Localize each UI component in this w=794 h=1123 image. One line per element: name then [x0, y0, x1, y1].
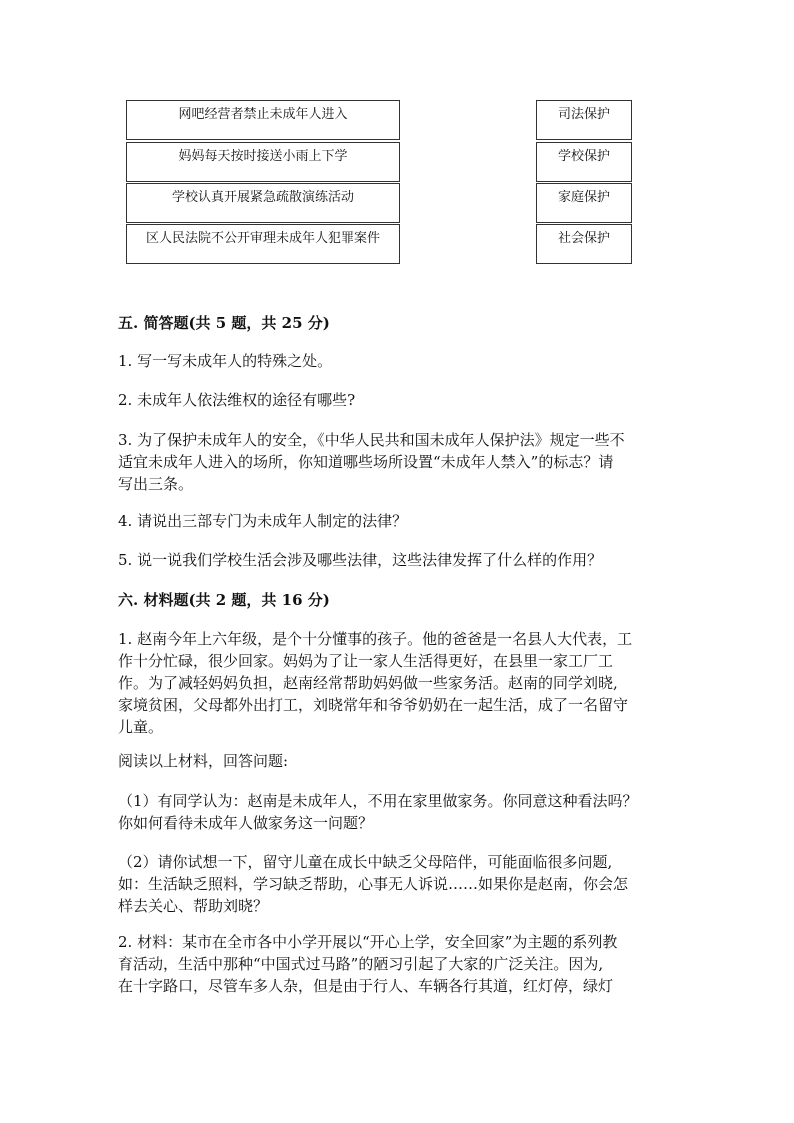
section6-material-1-line-3: 作。为了减轻妈妈负担，赵南经常帮助妈妈做一些家务活。赵南的同学刘晓, [118, 674, 618, 692]
section6-sub-question-2-line-3: 样去关心、帮助刘晓？ [118, 897, 269, 915]
section6-sub-question-1 [118, 790, 678, 834]
match-right-item-1: 司法保护 [536, 100, 632, 140]
section5-question-5: 5. 说一说我们学校生活会涉及哪些法律，这些法律发挥了什么样的作用？ [118, 551, 603, 569]
section6-material-1-line-2: 作十分忙碌，很少回家。妈妈为了让一家人生活得更好，在县里一家工厂工 [118, 652, 614, 670]
match-left-item-4: 区人民法院不公开审理未成年人犯罪案件 [126, 224, 400, 264]
section6-material-2 [118, 931, 678, 997]
section6-material-1-line-1: 1. 赵南今年上六年级，是个十分懂事的孩子。他的爸爸是一名县人大代表，工 [118, 630, 633, 648]
section6-sub-question-1-line-2: 你如何看待未成年人做家务这一问题？ [118, 814, 374, 832]
match-left-item-1: 网吧经营者禁止未成年人进入 [126, 100, 400, 140]
match-right-item-3: 家庭保护 [536, 183, 632, 223]
section6-material-2-line-2: 育活动，生活中那种“中国式过马路”的陋习引起了大家的广泛关注。因为, [118, 955, 604, 973]
section6-material-1-line-5: 儿童。 [118, 718, 164, 736]
section6-title: 六. 材料题(共 2 题，共 16 分) [118, 591, 330, 609]
section6-material-1-line-4: 家境贫困，父母都外出打工，刘晓常年和爷爷奶奶在一起生活，成了一名留守 [118, 696, 629, 714]
section6-sub-question-2-line-2: 如：生活缺乏照料，学习缺乏帮助，心事无人诉说……如果你是赵南，你会怎 [118, 875, 629, 893]
match-left-item-2: 妈妈每天按时接送小雨上下学 [126, 142, 400, 182]
section6-material-1 [118, 628, 678, 738]
section5-question-3-line-1: 3. 为了保护未成年人的安全，《中华人民共和国未成年人保护法》规定一些不 [118, 431, 625, 449]
match-right-item-2: 学校保护 [536, 142, 632, 182]
section5-question-4: 4. 请说出三部专门为未成年人制定的法律？ [118, 512, 408, 530]
section5-title: 五. 简答题(共 5 题，共 25 分) [118, 314, 330, 332]
section6-sub-question-2 [118, 851, 678, 917]
section5-question-3-line-2: 适宜未成年人进入的场所，你知道哪些场所设置“未成年人禁入”的标志？请 [118, 453, 614, 471]
section5-question-3 [118, 429, 678, 495]
match-left-item-3: 学校认真开展紧急疏散演练活动 [126, 183, 400, 223]
section5-question-2: 2. 未成年人依法维权的途径有哪些? [118, 391, 356, 409]
section6-sub-question-1-line-1: （1）有同学认为：赵南是未成年人，不用在家里做家务。你同意这种看法吗？ [118, 792, 638, 810]
match-right-item-4: 社会保护 [536, 224, 632, 264]
section5-question-1: 1. 写一写未成年人的特殊之处。 [118, 352, 333, 370]
section6-sub-question-2-line-1: （2）请你试想一下，留守儿童在成长中缺乏父母陪伴，可能面临很多问题, [118, 853, 613, 871]
section6-read-prompt: 阅读以上材料，回答问题: [118, 752, 289, 770]
section5-question-3-line-3: 写出三条。 [118, 475, 194, 493]
section6-material-2-line-1: 2. 材料：某市在全市各中小学开展以“开心上学，安全回家”为主题的系列教 [118, 933, 618, 951]
section6-material-2-line-3: 在十字路口，尽管车多人杂，但是由于行人、车辆各行其道，红灯停，绿灯 [118, 977, 614, 995]
